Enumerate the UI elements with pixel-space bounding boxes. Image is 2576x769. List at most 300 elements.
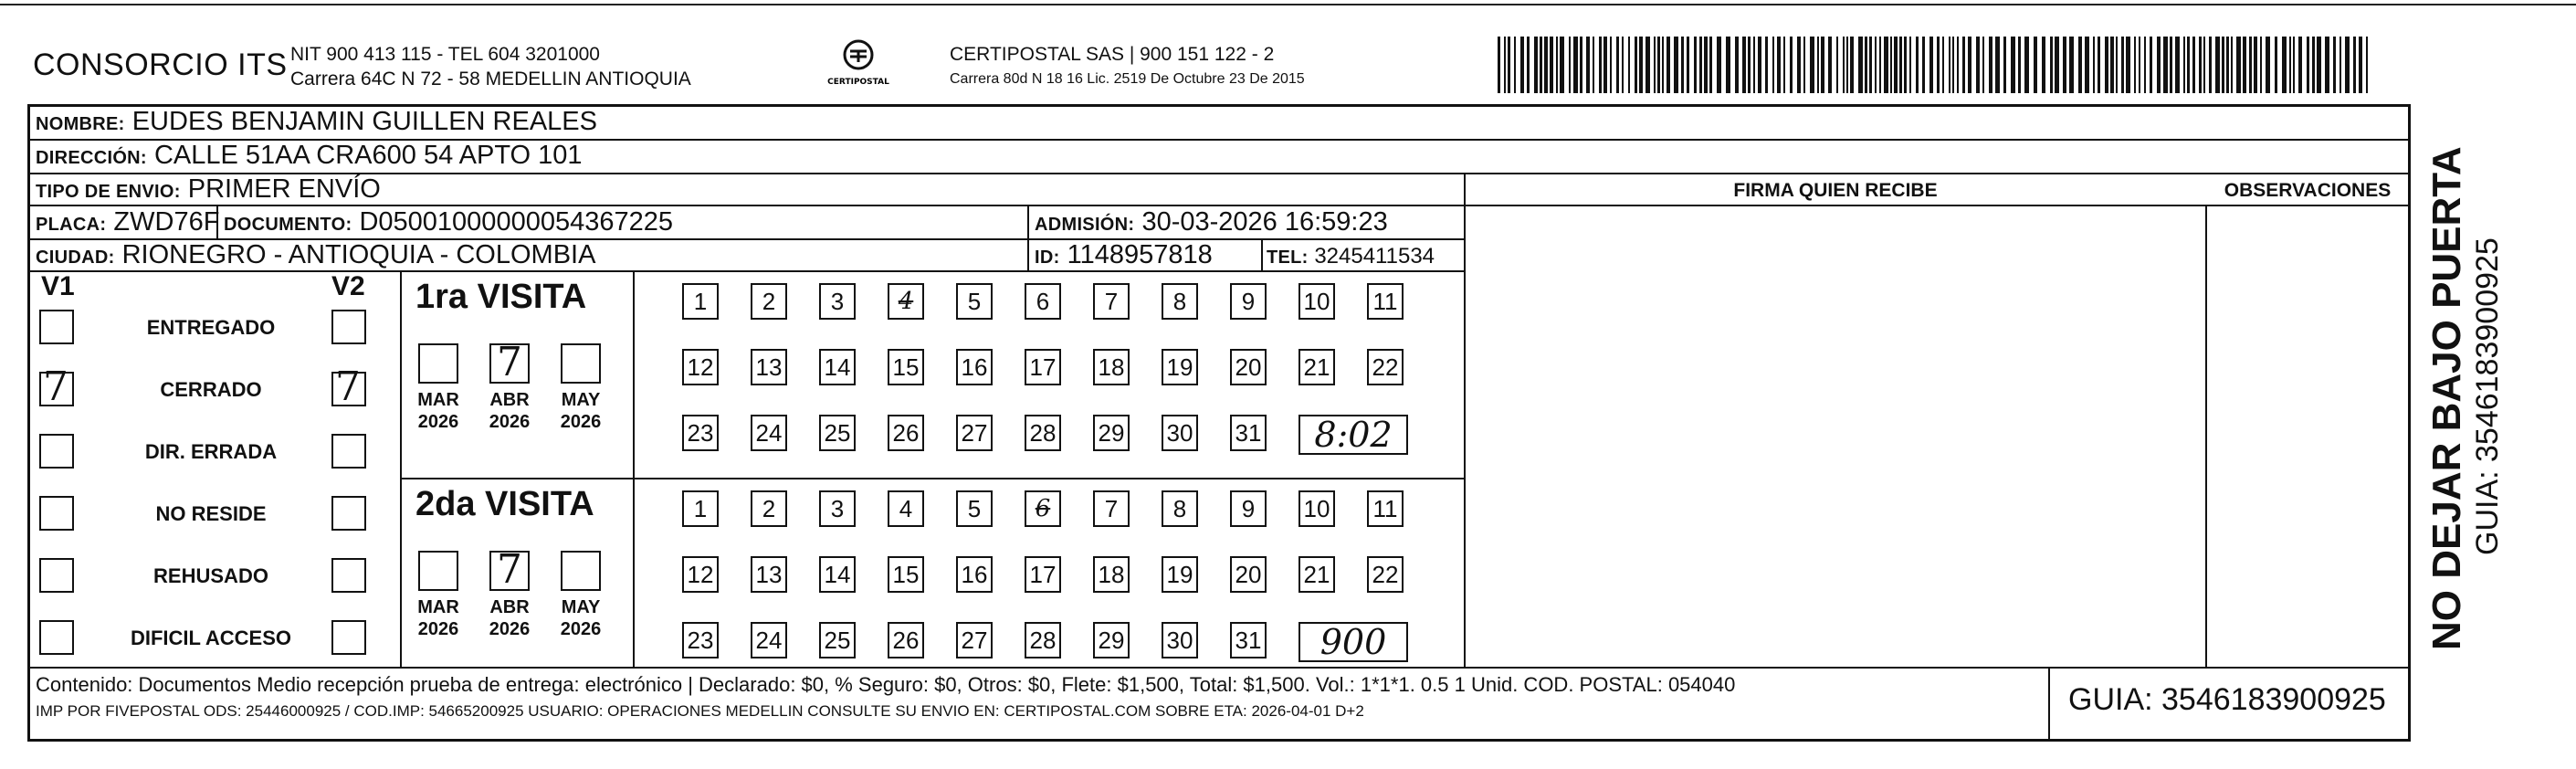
- barcode-bar: [1687, 37, 1689, 93]
- day-box[interactable]: 27: [956, 622, 993, 658]
- documento-field: [224, 207, 673, 237]
- barcode-bar: [1540, 37, 1542, 93]
- v2-label: V2: [331, 271, 365, 301]
- v1-label: V1: [41, 271, 75, 301]
- placa-field: [36, 207, 219, 237]
- month-year: 2026: [560, 412, 602, 432]
- month-name: MAY: [561, 390, 601, 410]
- day-box[interactable]: 2: [751, 490, 787, 527]
- barcode-bar: [1899, 37, 1902, 93]
- barcode-bar: [2126, 37, 2130, 93]
- day-box[interactable]: 24: [751, 415, 787, 451]
- day-box[interactable]: 24: [751, 622, 787, 658]
- form-frame: [27, 104, 2411, 742]
- day-box[interactable]: 22: [1367, 349, 1404, 385]
- barcode-bar: [1865, 37, 1867, 93]
- barcode-bar: [2116, 37, 2118, 93]
- status-label: DIFICIL ACCESO: [130, 627, 291, 649]
- barcode-bar: [1817, 37, 1819, 93]
- barcode-bar: [1968, 37, 1971, 93]
- month-label: [406, 389, 470, 433]
- barcode-bar: [1869, 37, 1872, 93]
- documento-label: DOCUMENTO:: [224, 215, 352, 235]
- certipostal-logo: [826, 35, 890, 99]
- barcode-bar: [1681, 37, 1684, 93]
- barcode-bar: [1758, 37, 1761, 93]
- day-box[interactable]: 6: [1025, 283, 1061, 320]
- month-name: ABR: [489, 390, 530, 410]
- status-label: CERRADO: [160, 378, 262, 401]
- day-box[interactable]: 20: [1230, 349, 1267, 385]
- col-divider: [1261, 238, 1263, 270]
- barcode-bar: [1753, 37, 1755, 93]
- day-box[interactable]: 12: [682, 349, 719, 385]
- barcode-bar: [1989, 37, 1992, 93]
- day-box[interactable]: 8: [1162, 490, 1198, 527]
- day-box[interactable]: 14: [819, 556, 856, 593]
- day-box[interactable]: 28: [1025, 622, 1061, 658]
- barcode-bar: [1520, 37, 1524, 93]
- barcode-bar: [2055, 37, 2059, 93]
- imp-line: IMP POR FIVEPOSTAL ODS: 25446000925 / COD.IMP: 54665200925 USUARIO: OPERACIONES MEDELLIN CONSULTE SU ENVIO EN: CERTIPOSTAL.COM SOBRE ETA: 2026-04-01 D+2: [36, 702, 1364, 720]
- tel-label: TEL:: [1267, 248, 1309, 268]
- status-label: NO RESIDE: [155, 502, 267, 525]
- barcode-bar: [1654, 37, 1656, 93]
- barcode-bar: [1797, 37, 1801, 93]
- barcode-bar: [2243, 37, 2246, 93]
- barcode-bar: [1803, 37, 1805, 93]
- ciudad-label: CIUDAD:: [36, 248, 115, 268]
- day-box[interactable]: 19: [1162, 349, 1198, 385]
- barcode-bar: [1783, 37, 1785, 93]
- barcode-bar: [1765, 37, 1768, 93]
- day-box[interactable]: 20: [1230, 556, 1267, 593]
- day-box[interactable]: 22: [1367, 556, 1404, 593]
- barcode-bar: [1952, 37, 1954, 93]
- month-year: 2026: [489, 412, 531, 432]
- month-label: [478, 596, 541, 640]
- nombre-label: NOMBRE:: [36, 114, 125, 134]
- barcode-bar: [2078, 37, 2082, 93]
- barcode-bar: [1850, 37, 1854, 93]
- day-box[interactable]: 11: [1367, 283, 1404, 320]
- barcode-bar: [1586, 37, 1590, 93]
- day-box[interactable]: 17: [1025, 556, 1061, 593]
- col-divider: [1464, 173, 1466, 668]
- month-checkbox[interactable]: [489, 546, 530, 593]
- col-divider: [633, 270, 635, 668]
- v1-checkbox[interactable]: [39, 620, 74, 655]
- barcode-bar: [2236, 37, 2241, 93]
- month-checkbox[interactable]: [418, 343, 458, 384]
- visit-time: 900: [1299, 622, 1408, 662]
- direccion-value: CALLE 51AA CRA600 54 APTO 101: [153, 141, 583, 170]
- visit-title: 1ra VISITA: [415, 278, 587, 316]
- tipo-value: PRIMER ENVÍO: [187, 174, 381, 204]
- barcode-bar: [2203, 37, 2205, 93]
- tel-value: 3245411534: [1314, 244, 1435, 269]
- day-box[interactable]: 8: [1162, 283, 1198, 320]
- barcode-bar: [2215, 37, 2220, 93]
- barcode-bar: [1662, 37, 1664, 93]
- barcode-bar: [1929, 37, 1933, 93]
- month-year: 2026: [417, 619, 459, 639]
- day-box[interactable]: 15: [888, 556, 924, 593]
- barcode-bar: [1879, 37, 1881, 93]
- month-year: 2026: [560, 619, 602, 639]
- barcode-bar: [2192, 37, 2195, 93]
- admision-value: 30-03-2026 16:59:23: [1141, 207, 1388, 237]
- barcode-bar: [2110, 37, 2114, 93]
- col-divider: [2048, 667, 2050, 740]
- month-name: ABR: [489, 597, 530, 617]
- barcode-bar: [1875, 37, 1877, 93]
- id-field: [1035, 240, 1213, 270]
- side-guia: GUIA: 3546183900925: [2470, 237, 2505, 555]
- barcode-bar: [1735, 37, 1739, 93]
- day-box[interactable]: 1: [682, 490, 719, 527]
- barcode-bar: [2139, 37, 2140, 93]
- day-box[interactable]: 12: [682, 556, 719, 593]
- day-box[interactable]: 29: [1093, 415, 1130, 451]
- month-label: [478, 389, 541, 433]
- barcode-bar: [1748, 37, 1751, 93]
- v2-checkbox[interactable]: [331, 363, 366, 410]
- admision-field: [1035, 207, 1388, 237]
- day-box[interactable]: 27: [956, 415, 993, 451]
- barcode-bar: [2226, 37, 2229, 93]
- day-box[interactable]: 21: [1299, 349, 1335, 385]
- barcode-bar: [1616, 37, 1619, 93]
- month-name: MAR: [417, 597, 459, 617]
- ciudad-value: RIONEGRO - ANTIOQUIA - COLOMBIA: [121, 240, 596, 269]
- no-dejar-bajo-puerta: NO DEJAR BAJO PUERTA: [2424, 146, 2469, 650]
- tel-field: [1267, 244, 1435, 269]
- barcode-bar: [1810, 37, 1814, 93]
- month-checkbox[interactable]: [561, 343, 601, 384]
- day-box[interactable]: 31: [1230, 622, 1267, 658]
- barcode-bar: [1527, 37, 1530, 93]
- certipostal-line: CERTIPOSTAL SAS | 900 151 122 - 2: [950, 44, 1275, 65]
- day-box[interactable]: 14: [819, 349, 856, 385]
- barcode-bar: [1657, 37, 1660, 93]
- month-year: 2026: [489, 619, 531, 639]
- barcode-bar: [1534, 37, 1538, 93]
- barcode-bar: [2085, 37, 2089, 93]
- handwritten-check: 7: [43, 363, 68, 410]
- barcode-bar: [2170, 37, 2172, 93]
- barcode-bar: [2317, 37, 2321, 93]
- day-box[interactable]: 4: [888, 490, 924, 527]
- barcode-bar: [2293, 37, 2295, 93]
- day-box[interactable]: 3: [819, 490, 856, 527]
- placa-value: ZWD76F: [113, 207, 220, 237]
- barcode-bar: [1508, 37, 1510, 93]
- barcode-bar: [1890, 37, 1892, 93]
- id-value: 1148957818: [1067, 240, 1213, 269]
- day-box[interactable]: 29: [1093, 622, 1130, 658]
- address-line: Carrera 64C N 72 - 58 MEDELLIN ANTIOQUIA: [290, 68, 691, 90]
- ciudad-field: [36, 240, 595, 270]
- direccion-label: DIRECCIÓN:: [36, 148, 147, 168]
- barcode-bar: [2098, 37, 2100, 93]
- barcode-bar: [2183, 37, 2185, 93]
- barcode-bar: [1995, 37, 2000, 93]
- barcode-bar: [2254, 37, 2257, 93]
- barcode-bar: [1894, 37, 1898, 93]
- day-box[interactable]: 9: [1230, 490, 1267, 527]
- col-divider: [2205, 205, 2207, 668]
- day-box[interactable]: 17: [1025, 349, 1061, 385]
- barcode-bar: [1726, 37, 1730, 93]
- row-divider: [30, 173, 2408, 174]
- nombre-value: EUDES BENJAMIN GUILLEN REALES: [131, 107, 597, 136]
- day-box[interactable]: 18: [1093, 556, 1130, 593]
- status-label: ENTREGADO: [146, 316, 276, 339]
- barcode-bar: [1790, 37, 1793, 93]
- barcode-bar: [1949, 37, 1950, 93]
- day-box[interactable]: 26: [888, 415, 924, 451]
- barcode-bar: [1573, 37, 1578, 93]
- v2-checkbox[interactable]: [331, 558, 366, 593]
- month-label: [549, 389, 613, 433]
- v1-checkbox[interactable]: [39, 363, 74, 410]
- barcode-bar: [2018, 37, 2021, 93]
- visit-time: 8:02: [1299, 415, 1408, 455]
- day-box[interactable]: 28: [1025, 415, 1061, 451]
- barcode-bar: [1909, 37, 1911, 93]
- company-name: CONSORCIO ITS: [33, 47, 288, 82]
- barcode-bar: [2121, 37, 2124, 93]
- handwritten-check: 7: [335, 363, 361, 410]
- barcode-bar: [1599, 37, 1602, 93]
- barcode-bar: [2312, 37, 2315, 93]
- v2-checkbox[interactable]: [331, 620, 366, 655]
- day-box[interactable]: 7: [1093, 283, 1130, 320]
- month-checkbox[interactable]: [418, 551, 458, 591]
- col-divider: [400, 270, 402, 668]
- barcode-bar: [1742, 37, 1746, 93]
- day-box[interactable]: 26: [888, 622, 924, 658]
- day-box[interactable]: 16: [956, 349, 993, 385]
- day-box[interactable]: 31: [1230, 415, 1267, 451]
- barcode-bar: [2307, 37, 2309, 93]
- barcode-bar: [1635, 37, 1637, 93]
- barcode-bar: [2042, 37, 2045, 93]
- placa-label: PLACA:: [36, 215, 107, 235]
- barcode-bar: [1593, 37, 1594, 93]
- barcode-bar: [1504, 37, 1506, 93]
- top-rule: [0, 4, 2576, 5]
- barcode-bar: [2050, 37, 2053, 93]
- barcode: [1498, 37, 2374, 93]
- barcode-bar: [1498, 37, 1500, 93]
- barcode-bar: [1777, 37, 1781, 93]
- month-name: MAR: [417, 390, 459, 410]
- v1-checkbox[interactable]: [39, 558, 74, 593]
- barcode-bar: [2144, 37, 2146, 93]
- barcode-bar: [2150, 37, 2152, 93]
- v1-checkbox[interactable]: [39, 434, 74, 469]
- barcode-bar: [1772, 37, 1774, 93]
- barcode-bar: [1639, 37, 1643, 93]
- day-box[interactable]: 13: [751, 556, 787, 593]
- barcode-bar: [2249, 37, 2252, 93]
- footer-divider: [30, 667, 2408, 669]
- barcode-bar: [2325, 37, 2329, 93]
- admision-label: ADMISIÓN:: [1035, 215, 1135, 235]
- logo-text: CERTIPOSTAL: [827, 78, 889, 87]
- barcode-bar: [1694, 37, 1697, 93]
- barcode-bar: [1667, 37, 1670, 93]
- barcode-bar: [1717, 37, 1721, 93]
- certipostal-address: Carrera 80d N 18 16 Lic. 2519 De Octubre 23 De 2015: [950, 71, 1305, 87]
- day-box[interactable]: 13: [751, 349, 787, 385]
- firma-header: FIRMA QUIEN RECIBE: [1733, 180, 1938, 201]
- day-box[interactable]: 25: [819, 415, 856, 451]
- barcode-bar: [2366, 37, 2368, 93]
- month-checkbox[interactable]: [561, 551, 601, 591]
- barcode-bar: [1699, 37, 1702, 93]
- v2-checkbox[interactable]: [331, 496, 366, 531]
- barcode-bar: [2024, 37, 2029, 93]
- row-divider: [30, 270, 1466, 272]
- day-box[interactable]: 16: [956, 556, 993, 593]
- day-box[interactable]: 10: [1299, 283, 1335, 320]
- id-label: ID:: [1035, 248, 1060, 268]
- observaciones-header: OBSERVACIONES: [2224, 180, 2392, 201]
- barcode-bar: [1942, 37, 1944, 93]
- barcode-bar: [1580, 37, 1582, 93]
- barcode-bar: [2199, 37, 2202, 93]
- day-box[interactable]: 4: [888, 283, 924, 320]
- barcode-bar: [2333, 37, 2336, 93]
- day-box[interactable]: 5: [956, 490, 993, 527]
- barcode-bar: [2289, 37, 2291, 93]
- day-box[interactable]: 30: [1162, 415, 1198, 451]
- barcode-bar: [1550, 37, 1553, 93]
- certipostal-info: [950, 42, 1305, 91]
- barcode-bar: [1603, 37, 1607, 93]
- handwritten-check: 7: [497, 339, 522, 385]
- barcode-bar: [1709, 37, 1712, 93]
- handwritten-check: 7: [497, 546, 522, 593]
- barcode-bar: [1957, 37, 1959, 93]
- barcode-bar: [2157, 37, 2161, 93]
- barcode-bar: [1622, 37, 1624, 93]
- barcode-bar: [2069, 37, 2074, 93]
- day-box[interactable]: 21: [1299, 556, 1335, 593]
- barcode-bar: [2339, 37, 2341, 93]
- barcode-bar: [2187, 37, 2190, 93]
- barcode-bar: [1628, 37, 1630, 93]
- contenido-line: Contenido: Documentos Medio recepción prueba de entrega: electrónico | Declarado: $0, % Seguro: $0, Otros: $0, Flete: $1,500, Total: $1,500. Vol.: 1*1*1. 0.5 1 Unid. COD. POSTAL: 054040: [36, 673, 1736, 696]
- guia-number: GUIA: 3546183900925: [2068, 682, 2386, 717]
- day-box[interactable]: 10: [1299, 490, 1335, 527]
- barcode-bar: [2298, 37, 2302, 93]
- barcode-bar: [2175, 37, 2180, 93]
- barcode-bar: [1704, 37, 1708, 93]
- barcode-bar: [1645, 37, 1650, 93]
- day-box[interactable]: 25: [819, 622, 856, 658]
- day-box[interactable]: 9: [1230, 283, 1267, 320]
- barcode-bar: [1544, 37, 1548, 93]
- barcode-bar: [1843, 37, 1845, 93]
- barcode-bar: [2093, 37, 2095, 93]
- day-box[interactable]: 19: [1162, 556, 1198, 593]
- day-box[interactable]: 23: [682, 415, 719, 451]
- day-box[interactable]: 2: [751, 283, 787, 320]
- day-box[interactable]: 5: [956, 283, 993, 320]
- barcode-bar: [1556, 37, 1558, 93]
- day-box[interactable]: 18: [1093, 349, 1130, 385]
- month-checkbox[interactable]: [489, 339, 530, 385]
- barcode-bar: [1916, 37, 1919, 93]
- barcode-bar: [1937, 37, 1940, 93]
- barcode-bar: [1884, 37, 1888, 93]
- month-label: [549, 596, 613, 640]
- tipo-label: TIPO DE ENVIO:: [36, 182, 181, 202]
- barcode-bar: [1674, 37, 1678, 93]
- day-box[interactable]: 30: [1162, 622, 1198, 658]
- barcode-bar: [2003, 37, 2006, 93]
- day-box[interactable]: 3: [819, 283, 856, 320]
- barcode-bar: [2011, 37, 2015, 93]
- v1-checkbox[interactable]: [39, 496, 74, 531]
- barcode-bar: [1610, 37, 1612, 93]
- barcode-bar: [2222, 37, 2224, 93]
- direccion-row: [36, 141, 583, 171]
- barcode-bar: [2034, 37, 2037, 93]
- day-box[interactable]: 11: [1367, 490, 1404, 527]
- col-divider: [2408, 205, 2410, 668]
- barcode-bar: [2134, 37, 2136, 93]
- v2-checkbox[interactable]: [331, 310, 366, 344]
- barcode-bar: [2231, 37, 2233, 93]
- tipo-row: [36, 174, 381, 205]
- barcode-bar: [2209, 37, 2212, 93]
- day-box[interactable]: 7: [1093, 490, 1130, 527]
- month-label: [406, 596, 470, 640]
- barcode-bar: [1904, 37, 1907, 93]
- barcode-bar: [2105, 37, 2108, 93]
- barcode-bar: [1962, 37, 1965, 93]
- barcode-bar: [1836, 37, 1838, 93]
- barcode-bar: [1858, 37, 1863, 93]
- barcode-bar: [1846, 37, 1848, 93]
- col-divider: [1027, 205, 1029, 270]
- day-box[interactable]: 23: [682, 622, 719, 658]
- barcode-bar: [2260, 37, 2262, 93]
- day-box[interactable]: 1: [682, 283, 719, 320]
- company-contact: [290, 42, 691, 91]
- day-box[interactable]: 15: [888, 349, 924, 385]
- nombre-row: [36, 107, 597, 137]
- barcode-bar: [2359, 37, 2362, 93]
- barcode-bar: [2345, 37, 2350, 93]
- barcode-bar: [2282, 37, 2287, 93]
- v2-checkbox[interactable]: [331, 434, 366, 469]
- barcode-bar: [2275, 37, 2277, 93]
- barcode-bar: [1569, 37, 1571, 93]
- visit-title: 2da VISITA: [415, 485, 594, 523]
- barcode-bar: [2353, 37, 2356, 93]
- row-divider: [30, 205, 2408, 206]
- status-label: REHUSADO: [153, 564, 268, 587]
- v1-checkbox[interactable]: [39, 310, 74, 344]
- barcode-bar: [1976, 37, 1980, 93]
- day-box[interactable]: 6: [1025, 490, 1061, 527]
